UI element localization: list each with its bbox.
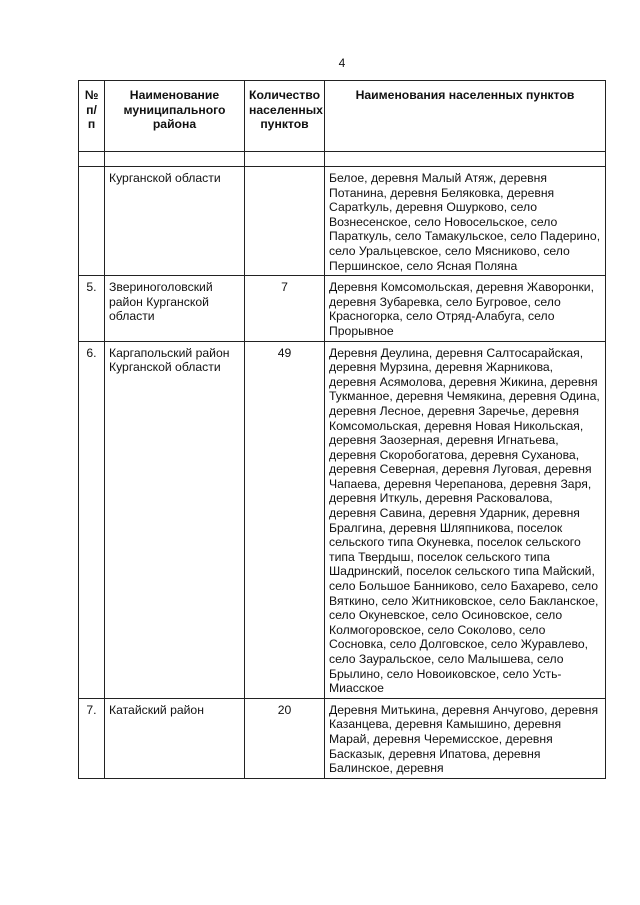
table-row (79, 341, 606, 698)
spacer-cell (325, 152, 606, 167)
row-district: Курганской области (105, 167, 245, 276)
page-number: 4 (338, 56, 346, 70)
row-num (79, 167, 105, 276)
row-district: Звериноголовский район Курганской области (105, 276, 245, 341)
spacer-cell (245, 152, 325, 167)
table-spacer-row (79, 152, 606, 167)
spacer-cell (79, 152, 105, 167)
header-district: Наименование муниципального района (105, 81, 245, 152)
row-count (245, 167, 325, 276)
table-header-row (79, 81, 606, 152)
row-num: 7. (79, 698, 105, 778)
row-district: Каргапольский район Курганской области (105, 341, 245, 698)
header-places: Наименования населенных пунктов (325, 81, 606, 152)
row-count: 20 (245, 698, 325, 778)
row-num: 6. (79, 341, 105, 698)
row-count: 49 (245, 341, 325, 698)
row-district: Катайский район (105, 698, 245, 778)
table-row (79, 167, 606, 276)
row-num: 5. (79, 276, 105, 341)
row-places: Деревня Митькина, деревня Анчугово, деревня Казанцева, деревня Камышино, деревня Марай, деревня Черемисское, деревня Басказык, деревня Ипатова, деревня Балинское, деревня (325, 698, 606, 778)
row-places: Деревня Деулина, деревня Салтосарайская, деревня Мурзина, деревня Жарникова, деревня Асямолова, деревня Жикина, деревня Тукманное, деревня Чемякина, деревня Одина, деревня Лесное, деревня Заречье, деревня Комсомольская, деревня Новая Никольская, деревня Заозерная, деревня Игнатьева, деревня Скоробогатова, деревня Суханова, деревня Северная, деревня Луговая, деревня Чапаева, деревня Черепанова, деревня Заря, деревня Иткуль, деревня Расковалова, деревня Савина, деревня Ударник, деревня Бралгина, деревня Шляпникова, поселок сельского типа Окуневка, поселок сельского типа Твердыш, поселок сельского типа Шадринский, поселок сельского типа Майский, село Большое Банниково, село Бахарево, село Вяткино, село Житниковское, село Бакланское, село Окуневское, село Осиновское, село Колмогоровское, село Соколово, село Сосновка, село Долговское, село Журавлево, село Зауральское, село Малышева, село Брылино, село Новоиковское, село Усть-Миасское (325, 341, 606, 698)
table-row (79, 276, 606, 341)
header-num: № п/п (79, 81, 105, 152)
header-count: Количество населенных пунктов (245, 81, 325, 152)
settlements-table (78, 80, 606, 779)
row-places: Деревня Комсомольская, деревня Жаворонки, деревня Зубаревка, село Бугровое, село Красногорка, село Отряд-Алабуга, село Прорывное (325, 276, 606, 341)
table-row (79, 698, 606, 778)
row-count: 7 (245, 276, 325, 341)
row-places: Белое, деревня Малый Атяж, деревня Потанина, деревня Беляковка, деревня Саратkуль, деревня Ошурково, село Вознесенское, село Новосельское, село Параткуль, село Тамакульское, село Падерино, село Уральцевское, село Мясниково, село Першинское, село Ясная Поляна (325, 167, 606, 276)
spacer-cell (105, 152, 245, 167)
